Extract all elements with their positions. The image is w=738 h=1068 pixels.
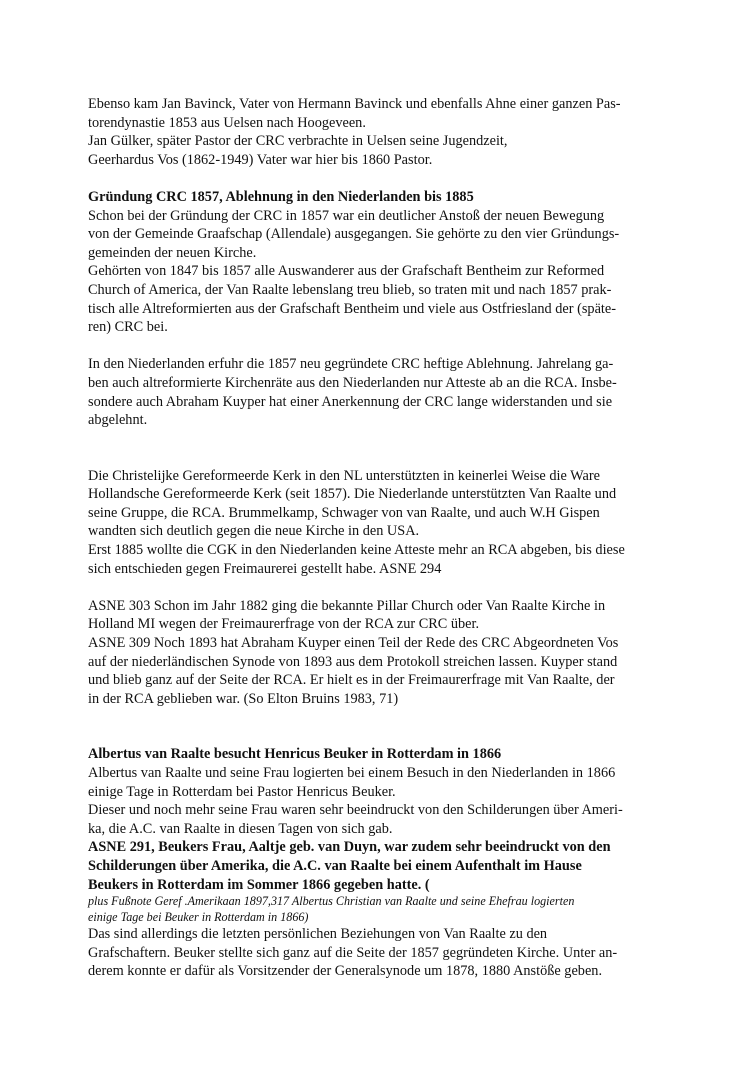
text-line: einige Tage in Rotterdam bei Pastor Henricus Beuker.: [88, 783, 396, 800]
text-line: torendynastie 1853 aus Uelsen nach Hoogeveen.: [88, 114, 366, 131]
paragraph-rejection-netherlands: [88, 355, 650, 429]
text-line: sondere auch Abraham Kuyper hat einer Anerkennung der CRC lange widerstanden und sie: [88, 393, 613, 410]
text-line: Albertus van Raalte und seine Frau logierten bei einem Besuch in den Niederlanden in 1866: [88, 765, 616, 781]
text-line: Erst 1885 wollte die CGK in den Niederlanden keine Atteste mehr an RCA abgeben, bis diese: [88, 542, 625, 559]
text-line: Schilderungen über Amerika, die A.C. van Raalte bei einem Aufenthalt im Hause: [88, 857, 582, 874]
text-line: seine Gruppe, die RCA. Brummelkamp, Schwager von van Raalte, und auch W.H Gispen: [88, 504, 600, 521]
text-line: ASNE 291, Beukers Frau, Aaltje geb. van Duyn, war zudem sehr beeindruckt von den: [88, 839, 611, 856]
document-page: [88, 95, 650, 981]
text-line: einige Tage bei Beuker in Rotterdam in 1866): [88, 909, 309, 924]
text-line: Geerhardus Vos (1862-1949) Vater war hier bis 1860 Pastor.: [88, 151, 433, 168]
text-line: abgelehnt.: [88, 412, 148, 429]
paragraph-van-raalte-visit: [88, 764, 650, 838]
text-line: tisch alle Altreformierten aus der Grafschaft Bentheim und viele aus Ostfriesland der (späte-: [88, 300, 617, 317]
spacer: [88, 169, 650, 188]
text-line: ASNE 303 Schon im Jahr 1882 ging die bekannte Pillar Church oder Van Raalte Kirche in: [88, 597, 606, 614]
footnote-reference: [88, 894, 650, 925]
text-line: Das sind allerdings die letzten persönlichen Beziehungen von Van Raalte zu den: [88, 926, 548, 943]
text-line: sich entschieden gegen Freimaurerei gestellt habe. ASNE 294: [88, 560, 442, 577]
text-line: ren) CRC bei.: [88, 319, 168, 336]
text-line: Dieser und noch mehr seine Frau waren sehr beeindruckt von den Schilderungen über Ameri-: [88, 802, 623, 819]
text-line: derem konnte er dafür als Vorsitzender der Generalsynode um 1878, 1880 Anstöße geben.: [88, 963, 603, 980]
text-line: Church of America, der Van Raalte lebenslang treu blieb, so traten mit und nach 1857 prak-: [88, 281, 612, 298]
text-line: Ebenso kam Jan Bavinck, Vater von Hermann Bavinck und ebenfalls Ahne einer ganzen Pas-: [88, 96, 621, 112]
spacer: [88, 337, 650, 356]
paragraph-bavinck: [88, 95, 650, 169]
paragraph-cgk: [88, 467, 650, 579]
text-line: Jan Gülker, später Pastor der CRC verbrachte in Uelsen seine Jugendzeit,: [88, 133, 508, 150]
paragraph-crc-founding: [88, 207, 650, 337]
text-line: Gehörten von 1847 bis 1857 alle Auswanderer aus der Grafschaft Bentheim zur Reformed: [88, 263, 605, 280]
text-line: Hollandsche Gereformeerde Kerk (seit 1857). Die Niederlande unterstützten Van Raalte und: [88, 486, 617, 503]
section-heading-crc-founding: Gründung CRC 1857, Ablehnung in den Niederlanden bis 1885: [88, 188, 474, 205]
spacer: [88, 578, 650, 597]
section-heading-van-raalte-visit: Albertus van Raalte besucht Henricus Beuker in Rotterdam in 1866: [88, 746, 502, 763]
text-line: auf der niederländischen Synode von 1893 aus dem Protokoll streichen lassen. Kuyper stand: [88, 653, 618, 670]
paragraph-asne-291: [88, 838, 650, 894]
spacer: [88, 708, 650, 745]
spacer: [88, 430, 650, 467]
text-line: ben auch altreformierte Kirchenräte aus den Niederlanden nur Atteste ab an die RCA. Insbe-: [88, 374, 617, 391]
text-line: In den Niederlanden erfuhr die 1857 neu gegründete CRC heftige Ablehnung. Jahrelang ga-: [88, 356, 614, 373]
paragraph-asne-303-309: [88, 597, 650, 709]
text-line: Schon bei der Gründung der CRC in 1857 war ein deutlicher Anstoß der neuen Bewegung: [88, 207, 605, 224]
text-line: von der Gemeinde Graafschap (Allendale) ausgegangen. Sie gehörte zu den vier Gründungs-: [88, 226, 620, 243]
text-line: plus Fußnote Geref .Amerikaan 1897,317 Albertus Christian van Raalte und seine Ehefrau logierten: [88, 894, 575, 909]
text-line: Die Christelijke Gereformeerde Kerk in den NL unterstützten in keinerlei Weise die Ware: [88, 467, 600, 484]
paragraph-last-relations: [88, 925, 650, 981]
text-line: ka, die A.C. van Raalte in diesen Tagen von sich gab.: [88, 820, 393, 837]
text-line: wandten sich deutlich gegen die neue Kirche in den USA.: [88, 523, 420, 540]
text-line: Grafschaftern. Beuker stellte sich ganz auf die Seite der 1857 gegründeten Kirche. Unter an-: [88, 944, 618, 961]
text-line: Holland MI wegen der Freimaurerfrage von der RCA zur CRC über.: [88, 616, 480, 633]
text-line: gemeinden der neuen Kirche.: [88, 244, 257, 261]
text-line: in der RCA geblieben war. (So Elton Bruins 1983, 71): [88, 690, 399, 707]
text-line: und blieb ganz auf der Seite der RCA. Er hielt es in der Freimaurerfrage mit Van Raalte, der: [88, 672, 615, 689]
text-line: ASNE 309 Noch 1893 hat Abraham Kuyper einen Teil der Rede des CRC Abgeordneten Vos: [88, 635, 619, 652]
text-line: Beukers in Rotterdam im Sommer 1866 gegeben hatte. (: [88, 876, 430, 893]
